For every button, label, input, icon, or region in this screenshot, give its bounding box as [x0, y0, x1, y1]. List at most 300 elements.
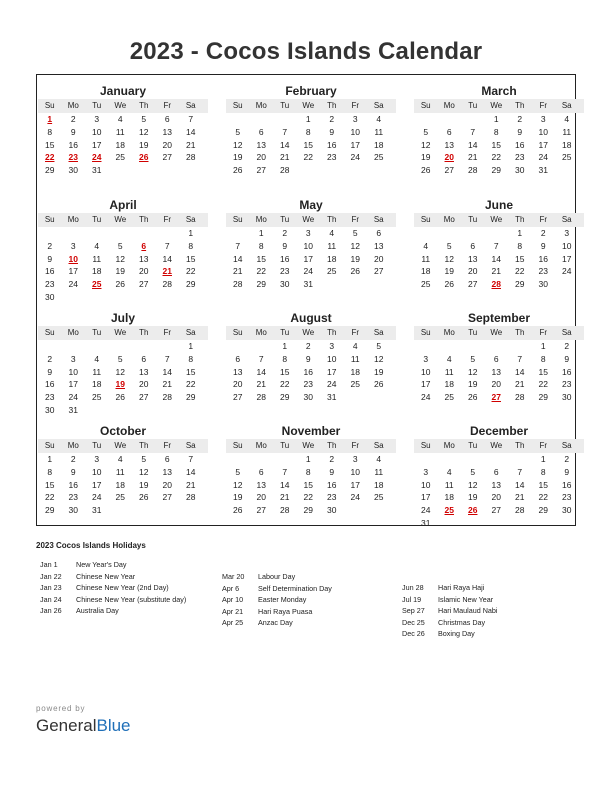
empty-cell [273, 453, 297, 466]
holiday-day-cell: 27 [491, 392, 501, 403]
weekday-label: Mo [255, 101, 267, 110]
empty-cell [250, 340, 274, 353]
month-name: December [469, 424, 529, 438]
day-cell: 19 [233, 492, 243, 503]
day-cell: 28 [468, 165, 478, 176]
day-cell: 10 [68, 366, 78, 377]
day-cell: 21 [162, 379, 172, 390]
day-cell: 13 [139, 366, 149, 377]
day-cell: 8 [305, 126, 311, 137]
day-cell: 8 [188, 353, 194, 364]
month-may [226, 198, 396, 291]
day-cell: 14 [186, 126, 196, 137]
day-cell: 16 [327, 479, 337, 490]
empty-cell [156, 340, 180, 353]
day-cell: 28 [280, 165, 290, 176]
day-cell: 15 [303, 479, 313, 490]
day-cell: 9 [564, 466, 570, 477]
day-cell: 15 [186, 253, 196, 264]
weekday-label: Tu [92, 101, 102, 110]
holiday-row [40, 559, 186, 571]
day-cell: 20 [139, 379, 149, 390]
holiday-day-cell: 20 [444, 152, 454, 163]
day-cell: 12 [350, 240, 360, 251]
day-cell: 31 [303, 279, 313, 290]
day-cell: 16 [68, 479, 78, 490]
day-cell: 13 [162, 466, 172, 477]
day-cell: 17 [421, 379, 431, 390]
day-cell: 23 [562, 379, 572, 390]
day-cell: 1 [188, 341, 194, 351]
day-cell: 29 [491, 165, 501, 176]
holiday-column [402, 582, 498, 640]
day-grid [414, 340, 584, 404]
day-cell: 15 [186, 366, 196, 377]
day-cell: 22 [256, 266, 266, 277]
day-cell: 29 [256, 279, 266, 290]
day-cell: 8 [47, 466, 53, 477]
day-cell: 2 [70, 114, 76, 124]
empty-cell [38, 227, 62, 240]
weekday-label: Mo [443, 101, 455, 110]
day-cell: 16 [45, 266, 55, 277]
day-cell: 11 [444, 366, 454, 377]
day-cell: 29 [45, 165, 55, 176]
weekday-header [38, 326, 208, 340]
day-cell: 18 [350, 366, 360, 377]
holiday-name: Anzac Day [258, 618, 293, 628]
day-cell: 25 [421, 279, 431, 290]
day-cell: 11 [374, 466, 384, 477]
holiday-name: Hari Maulaud Nabi [438, 606, 498, 616]
day-cell: 9 [540, 240, 546, 251]
holiday-column [40, 559, 186, 617]
day-cell: 11 [92, 366, 102, 377]
month-name: January [99, 84, 147, 98]
weekday-label: We [114, 328, 127, 337]
holiday-row [222, 583, 332, 595]
day-cell: 6 [493, 466, 499, 477]
day-cell: 10 [421, 366, 431, 377]
holiday-name: Hari Raya Haji [438, 583, 485, 592]
weekday-label: Mo [67, 215, 79, 224]
empty-cell [85, 340, 109, 353]
day-cell: 18 [444, 379, 454, 390]
day-cell: 17 [538, 139, 548, 150]
weekday-label: Tu [468, 215, 478, 224]
day-cell: 25 [374, 492, 384, 503]
day-cell: 16 [327, 139, 337, 150]
holiday-name: New Year's Day [76, 560, 127, 569]
weekday-label: Sa [373, 101, 384, 110]
empty-cell [438, 453, 462, 466]
day-cell: 2 [70, 454, 76, 464]
day-cell: 1 [493, 114, 499, 124]
day-cell: 26 [233, 165, 243, 176]
day-cell: 7 [517, 353, 523, 364]
day-cell: 1 [540, 341, 546, 351]
weekday-label: Tu [468, 328, 478, 337]
day-grid [38, 227, 208, 304]
day-cell: 31 [68, 404, 78, 415]
weekday-label: Mo [67, 441, 79, 450]
day-cell: 21 [515, 379, 525, 390]
day-cell: 27 [444, 165, 454, 176]
empty-cell [226, 227, 250, 240]
holiday-row [40, 594, 186, 606]
day-cell: 8 [540, 466, 546, 477]
day-cell: 12 [115, 253, 125, 264]
day-cell: 18 [421, 266, 431, 277]
day-cell: 4 [423, 240, 429, 251]
day-cell: 12 [444, 253, 454, 264]
weekday-label: Sa [373, 328, 384, 337]
empty-cell [485, 227, 509, 240]
holiday-date: Sep 27 [402, 606, 425, 616]
day-cell: 28 [280, 505, 290, 516]
day-cell: 30 [280, 279, 290, 290]
day-cell: 12 [374, 353, 384, 364]
day-cell: 8 [305, 466, 311, 477]
day-cell: 13 [491, 366, 501, 377]
month-february [226, 84, 396, 177]
empty-cell [250, 453, 274, 466]
day-cell: 22 [45, 492, 55, 503]
day-cell: 30 [562, 505, 572, 516]
day-cell: 18 [115, 139, 125, 150]
weekday-label: We [490, 101, 503, 110]
generalblue-logo[interactable] [36, 716, 131, 736]
empty-cell [38, 340, 62, 353]
day-cell: 15 [538, 479, 548, 490]
weekday-label: Su [44, 441, 55, 450]
day-cell: 26 [115, 392, 125, 403]
weekday-label: Su [44, 101, 55, 110]
day-cell: 29 [186, 392, 196, 403]
day-cell: 30 [68, 165, 78, 176]
day-cell: 22 [491, 152, 501, 163]
day-cell: 26 [139, 492, 149, 503]
day-cell: 16 [303, 366, 313, 377]
day-cell: 6 [470, 240, 476, 251]
day-cell: 7 [282, 126, 288, 137]
month-october [38, 424, 208, 517]
weekday-label: Mo [443, 215, 455, 224]
empty-cell [62, 227, 86, 240]
day-cell: 3 [352, 454, 358, 464]
weekday-label: Th [327, 101, 337, 110]
empty-cell [273, 113, 297, 126]
weekday-label: Fr [539, 101, 548, 110]
day-cell: 25 [444, 392, 454, 403]
day-cell: 27 [491, 505, 501, 516]
brand-name-blue: Blue [96, 716, 131, 735]
day-cell: 4 [446, 466, 452, 477]
day-cell: 9 [305, 353, 311, 364]
day-cell: 31 [421, 517, 431, 528]
day-cell: 15 [491, 139, 501, 150]
day-cell: 5 [352, 228, 358, 238]
day-cell: 9 [329, 126, 335, 137]
day-cell: 16 [280, 253, 290, 264]
day-cell: 29 [45, 505, 55, 516]
day-cell: 29 [186, 279, 196, 290]
empty-cell [461, 113, 485, 126]
day-cell: 11 [444, 479, 454, 490]
day-cell: 30 [327, 505, 337, 516]
day-cell: 24 [350, 492, 360, 503]
empty-cell [438, 340, 462, 353]
day-cell: 15 [280, 366, 290, 377]
holiday-name: Easter Monday [258, 595, 307, 605]
day-cell: 22 [538, 492, 548, 503]
day-cell: 19 [350, 253, 360, 264]
holiday-date: Jan 1 [40, 560, 58, 569]
month-name: June [484, 198, 513, 212]
day-cell: 16 [68, 139, 78, 150]
day-cell: 4 [564, 114, 570, 124]
day-cell: 6 [258, 126, 264, 137]
day-cell: 24 [92, 492, 102, 503]
day-cell: 9 [70, 126, 76, 137]
empty-cell [132, 227, 156, 240]
day-cell: 8 [517, 240, 523, 251]
day-cell: 24 [538, 152, 548, 163]
day-cell: 18 [444, 492, 454, 503]
day-cell: 8 [188, 240, 194, 251]
holiday-column [222, 571, 332, 629]
weekday-label: Su [420, 328, 431, 337]
day-cell: 9 [47, 253, 53, 264]
day-cell: 12 [233, 479, 243, 490]
day-cell: 14 [515, 366, 525, 377]
day-cell: 27 [139, 279, 149, 290]
day-cell: 28 [256, 392, 266, 403]
holiday-date: Jan 22 [40, 571, 62, 581]
day-cell: 29 [515, 279, 525, 290]
day-cell: 13 [491, 479, 501, 490]
day-cell: 30 [45, 291, 55, 302]
weekday-label: Tu [468, 441, 478, 450]
weekday-label: Th [327, 215, 337, 224]
holiday-date: Mar 20 [222, 572, 245, 581]
day-cell: 15 [515, 253, 525, 264]
holiday-day-cell: 1 [47, 114, 53, 124]
day-cell: 27 [256, 505, 266, 516]
day-grid [226, 227, 396, 291]
month-name: August [290, 311, 332, 325]
day-cell: 3 [423, 466, 429, 477]
day-cell: 7 [258, 353, 264, 364]
holiday-day-cell: 19 [115, 379, 125, 390]
day-cell: 22 [515, 266, 525, 277]
day-cell: 21 [186, 479, 196, 490]
weekday-label: Fr [351, 101, 360, 110]
month-name: March [481, 84, 517, 98]
weekday-label: Fr [163, 101, 172, 110]
day-cell: 20 [139, 266, 149, 277]
day-cell: 26 [350, 266, 360, 277]
day-cell: 26 [444, 279, 454, 290]
month-name: February [285, 84, 337, 98]
day-cell: 11 [374, 126, 384, 137]
day-cell: 7 [164, 353, 170, 364]
weekday-label: Sa [185, 441, 196, 450]
day-cell: 20 [468, 266, 478, 277]
day-cell: 29 [280, 392, 290, 403]
brand-name-general: General [36, 716, 97, 735]
weekday-label: We [302, 101, 315, 110]
weekday-label: Fr [539, 441, 548, 450]
weekday-label: Th [139, 441, 149, 450]
day-cell: 21 [280, 492, 290, 503]
day-cell: 14 [280, 139, 290, 150]
holiday-date: Dec 26 [402, 629, 425, 639]
day-cell: 25 [374, 152, 384, 163]
holiday-row [402, 605, 498, 617]
day-cell: 28 [162, 279, 172, 290]
weekday-label: Mo [443, 441, 455, 450]
holiday-date: Jan 24 [40, 594, 62, 604]
weekday-header [414, 213, 584, 227]
empty-cell [485, 453, 509, 466]
empty-cell [438, 113, 462, 126]
day-cell: 19 [444, 266, 454, 277]
day-cell: 3 [329, 341, 335, 351]
holiday-date: Apr 10 [222, 595, 244, 605]
day-cell: 20 [491, 379, 501, 390]
day-cell: 3 [70, 353, 76, 364]
day-cell: 7 [282, 466, 288, 477]
holiday-row [402, 594, 498, 606]
day-cell: 9 [70, 466, 76, 477]
weekday-label: Tu [280, 328, 290, 337]
day-grid [38, 453, 208, 517]
day-cell: 30 [562, 392, 572, 403]
month-june [414, 198, 584, 291]
day-cell: 11 [115, 126, 125, 137]
month-name: April [109, 198, 137, 212]
day-cell: 5 [423, 126, 429, 137]
weekday-label: Fr [163, 441, 172, 450]
day-cell: 2 [47, 353, 53, 364]
day-cell: 3 [423, 353, 429, 364]
day-cell: 2 [47, 240, 53, 251]
month-april [38, 198, 208, 304]
day-cell: 4 [329, 228, 335, 238]
day-cell: 1 [305, 114, 311, 124]
day-cell: 27 [374, 266, 384, 277]
weekday-label: Mo [255, 215, 267, 224]
weekday-header [414, 326, 584, 340]
weekday-label: Mo [67, 101, 79, 110]
holiday-name: Self Determination Day [258, 583, 332, 593]
weekday-label: Su [420, 215, 431, 224]
day-cell: 3 [564, 228, 570, 238]
holiday-row [402, 628, 498, 640]
day-cell: 5 [117, 240, 123, 251]
day-cell: 20 [162, 139, 172, 150]
day-cell: 25 [115, 492, 125, 503]
empty-cell [109, 227, 133, 240]
weekday-label: Th [139, 215, 149, 224]
day-grid [38, 340, 208, 417]
day-cell: 23 [303, 379, 313, 390]
day-cell: 8 [282, 353, 288, 364]
day-cell: 11 [327, 240, 337, 251]
day-cell: 12 [139, 466, 149, 477]
day-cell: 27 [162, 492, 172, 503]
day-cell: 25 [92, 392, 102, 403]
weekday-label: We [490, 441, 503, 450]
day-cell: 24 [68, 279, 78, 290]
day-cell: 25 [350, 379, 360, 390]
day-cell: 10 [303, 240, 313, 251]
holiday-name: Hari Raya Puasa [258, 606, 313, 616]
weekday-label: Su [232, 441, 243, 450]
day-cell: 18 [562, 139, 572, 150]
weekday-label: Mo [255, 441, 267, 450]
day-cell: 6 [493, 353, 499, 364]
weekday-label: Tu [92, 215, 102, 224]
holiday-name: Islamic New Year [438, 594, 494, 604]
day-cell: 14 [256, 366, 266, 377]
day-cell: 14 [515, 479, 525, 490]
day-cell: 16 [45, 379, 55, 390]
day-cell: 4 [376, 454, 382, 464]
month-december [414, 424, 584, 530]
day-cell: 10 [327, 353, 337, 364]
day-cell: 24 [421, 392, 431, 403]
day-cell: 18 [115, 479, 125, 490]
day-cell: 10 [421, 479, 431, 490]
day-cell: 29 [538, 505, 548, 516]
day-cell: 22 [538, 379, 548, 390]
day-cell: 31 [92, 505, 102, 516]
day-cell: 7 [493, 240, 499, 251]
day-cell: 13 [468, 253, 478, 264]
holiday-day-cell: 10 [68, 253, 78, 264]
day-cell: 12 [139, 126, 149, 137]
day-cell: 5 [376, 341, 382, 351]
day-cell: 20 [491, 492, 501, 503]
day-cell: 1 [540, 454, 546, 464]
day-cell: 21 [186, 139, 196, 150]
day-cell: 24 [68, 392, 78, 403]
empty-cell [156, 227, 180, 240]
day-cell: 19 [468, 379, 478, 390]
day-cell: 7 [235, 240, 241, 251]
day-cell: 23 [280, 266, 290, 277]
weekday-label: Fr [163, 215, 172, 224]
day-cell: 4 [117, 114, 123, 124]
day-grid [414, 113, 584, 177]
holiday-day-cell: 6 [141, 240, 147, 251]
day-grid [414, 453, 584, 530]
weekday-label: Th [327, 441, 337, 450]
day-cell: 13 [444, 139, 454, 150]
holiday-date: Apr 21 [222, 606, 244, 616]
weekday-label: Fr [163, 328, 172, 337]
weekday-label: Th [515, 441, 525, 450]
day-cell: 3 [540, 114, 546, 124]
day-cell: 18 [374, 139, 384, 150]
day-cell: 20 [162, 479, 172, 490]
day-cell: 17 [350, 139, 360, 150]
day-cell: 21 [256, 379, 266, 390]
holiday-name: Chinese New Year (substitute day) [76, 594, 187, 604]
day-cell: 30 [68, 505, 78, 516]
